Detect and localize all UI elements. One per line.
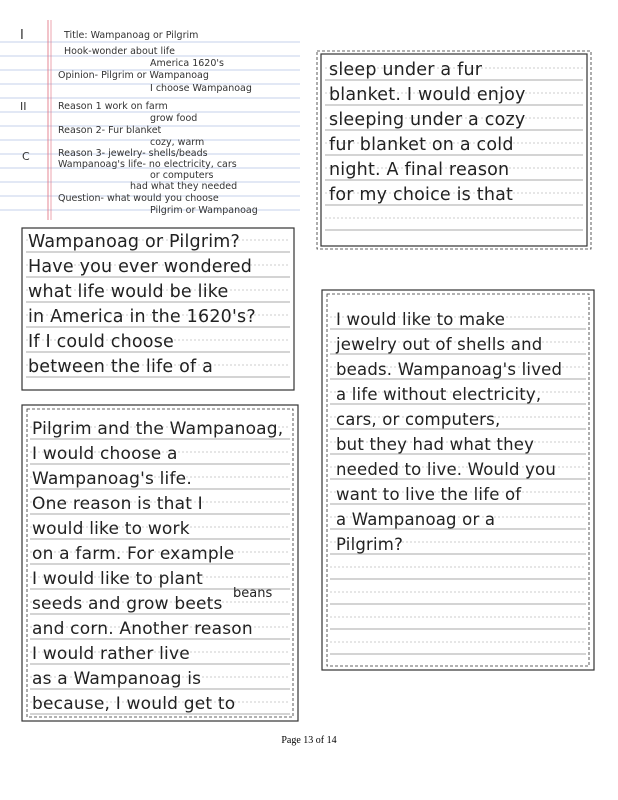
panel-text [329, 58, 526, 208]
panel-text [32, 417, 283, 717]
note-line: Reason 3- jewelry- shells/beads [58, 148, 208, 159]
text-line: If I could choose [28, 332, 174, 352]
text-line: a life without electricity, [336, 385, 542, 404]
text-line: and corn. Another reason [32, 619, 253, 639]
outline-notes [0, 0, 300, 220]
text-line: between the life of a [28, 357, 214, 377]
text-line: I would rather live [32, 644, 190, 664]
text-line: Pilgrim and the Wampanoag, [32, 419, 284, 439]
note-line: had what they needed [130, 181, 238, 192]
text-line: but they had what they [336, 435, 535, 454]
note-line: Reason 2- Fur blanket [58, 125, 162, 136]
note-line: or computers [150, 170, 214, 181]
text-line: One reason is that I [32, 494, 203, 514]
text-line: I would like to plant [32, 569, 204, 589]
text-line: needed to live. Would you [336, 460, 557, 479]
text-line: what life would be like [28, 282, 229, 302]
text-line: in America in the 1620's? [28, 307, 256, 327]
essay-panel-bottom-left [18, 402, 303, 724]
correction-note: beans [233, 586, 273, 601]
note-line: Title: Wampanoag or Pilgrim [64, 30, 199, 41]
roman-numeral-c: C [22, 150, 30, 163]
roman-numeral-ii: II [20, 100, 27, 113]
panel-text [336, 307, 562, 557]
text-line: on a farm. For example [32, 544, 235, 564]
text-line: beads. Wampanoag's lived [336, 360, 563, 379]
text-line: blanket. I would enjoy [329, 85, 526, 105]
note-line: Pilgrim or Wampanoag [150, 205, 258, 216]
text-line: sleep under a fur [329, 60, 483, 80]
text-line: Wampanoag's life. [32, 469, 192, 489]
note-line: Wampanoag's life- no electricity, cars [58, 159, 237, 170]
text-line: I would like to make [336, 310, 506, 329]
text-line: night. A final reason [329, 160, 510, 180]
text-line: as a Wampanoag is [32, 669, 202, 689]
note-line: grow food [150, 113, 198, 124]
text-line: sleeping under a cozy [329, 110, 526, 130]
essay-panel-top-right [315, 50, 593, 250]
text-line: Wampanoag or Pilgrim? [28, 232, 241, 252]
note-line: Hook-wonder about life [64, 46, 175, 57]
panel-text [28, 230, 256, 380]
note-line: cozy, warm [150, 137, 205, 148]
note-line: I choose Wampanoag [150, 83, 252, 94]
text-line: a Wampanoag or a [336, 510, 496, 529]
essay-panel-bottom-right [318, 287, 600, 673]
text-line: because, I would get to [32, 694, 236, 714]
note-line: Reason 1 work on farm [58, 101, 168, 112]
note-line: Opinion- Pilgrim or Wampanoag [58, 70, 209, 81]
text-line: would like to work [32, 519, 190, 539]
text-line: cars, or computers, [336, 410, 501, 429]
text-line: for my choice is that [329, 185, 514, 205]
essay-panel-middle-left [18, 225, 300, 393]
note-line: Question- what would you choose [58, 193, 219, 204]
text-line: Pilgrim? [336, 535, 404, 554]
note-line: America 1620's [150, 58, 224, 69]
page-number: Page 13 of 14 [281, 735, 337, 746]
text-line: want to live the life of [336, 485, 522, 504]
text-line: jewelry out of shells and [336, 335, 543, 354]
text-line: seeds and grow beets [32, 594, 223, 614]
text-line: Have you ever wondered [28, 257, 253, 277]
text-line: fur blanket on a cold [329, 135, 514, 155]
roman-numeral-i: I [20, 28, 24, 43]
text-line: I would choose a [32, 444, 178, 464]
